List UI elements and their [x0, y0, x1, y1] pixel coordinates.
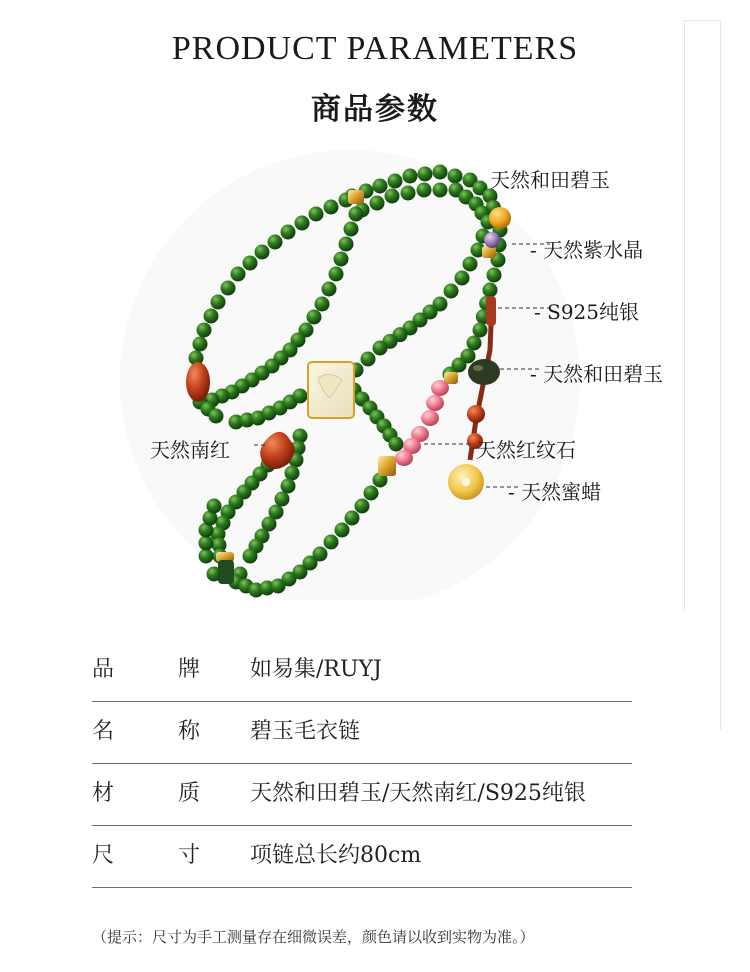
jade-bead — [483, 283, 498, 298]
gold-spacer — [348, 190, 364, 204]
jade-bead — [444, 284, 459, 299]
row-divider — [92, 887, 632, 888]
jade-bead — [221, 281, 236, 296]
jade-bead — [417, 183, 432, 198]
jade-bead — [344, 222, 359, 237]
jade-bead — [322, 282, 337, 297]
gold-spacer — [378, 456, 396, 476]
silver-bead — [486, 296, 496, 326]
jade-bead — [329, 267, 344, 282]
jade-bead — [207, 499, 222, 514]
param-label: 材质 — [92, 781, 265, 806]
jade-bead — [370, 196, 385, 211]
callout-amethyst: - 天然紫水晶 — [530, 238, 644, 262]
param-row-name — [92, 702, 632, 764]
jade-bead — [313, 547, 328, 562]
jade-bead — [385, 189, 400, 204]
gold-spacer — [482, 246, 496, 258]
page-title-cn: 商品参数 — [311, 92, 439, 127]
param-value: 项链总长约80cm — [250, 843, 422, 868]
hetian-jade-pendant — [468, 359, 500, 385]
callout-nanhong: 天然南红 — [150, 438, 230, 462]
frame-line-top — [684, 20, 721, 21]
jade-bead — [197, 323, 212, 338]
param-label: 品牌 — [92, 657, 265, 682]
jade-bead — [364, 486, 379, 501]
jade-bead — [199, 536, 214, 551]
jade-bead — [403, 169, 418, 184]
jade-bead — [373, 179, 388, 194]
callout-silver: - S925纯银 — [534, 300, 639, 324]
jade-bead — [473, 323, 488, 338]
param-label: 名称 — [92, 719, 265, 744]
jade-bead — [211, 295, 226, 310]
jade-bead — [193, 337, 208, 352]
jade-bead — [467, 336, 482, 351]
jade-bead — [345, 511, 360, 526]
jade-bead — [361, 352, 376, 367]
jade-bead — [339, 237, 354, 252]
jade-bead — [268, 235, 283, 250]
nanhong-small-bead — [467, 405, 485, 423]
callout-rhodochrosite: 天然红纹石 — [476, 438, 576, 462]
param-row-material — [92, 764, 632, 826]
jade-bead — [418, 167, 433, 182]
jade-bead — [487, 268, 502, 283]
jade-bead — [281, 225, 296, 240]
jade-bead — [231, 267, 246, 282]
jade-bead — [281, 479, 296, 494]
jade-bead — [324, 200, 339, 215]
page-title-en: PRODUCT PARAMETERS — [171, 30, 579, 67]
yellow-agate-bead — [489, 207, 511, 229]
param-value: 天然和田碧玉/天然南红/S925纯银 — [250, 781, 586, 806]
jade-bead — [355, 499, 370, 514]
jade-bead — [295, 216, 310, 231]
nanhong-barrel-bead — [186, 362, 210, 402]
jade-bead — [285, 466, 300, 481]
jade-bead — [199, 549, 214, 564]
param-row-size — [92, 826, 632, 888]
jade-bead — [433, 183, 448, 198]
jade-bead — [243, 549, 258, 564]
jade-bead — [243, 256, 258, 271]
param-value: 如易集/RUYJ — [250, 657, 382, 682]
jade-bead — [293, 389, 308, 404]
jade-bead — [455, 271, 470, 286]
jade-bead — [463, 257, 478, 272]
jade-bead — [334, 252, 349, 267]
jade-bead — [389, 437, 404, 452]
callout-amber: - 天然蜜蜡 — [508, 480, 602, 504]
jade-bead — [315, 297, 330, 312]
jade-bead — [335, 523, 350, 538]
measurement-note: （提示：尺寸为手工测量存在细微误差，颜色请以收到实物为准。） — [92, 928, 535, 946]
dark-jade-tube-bead — [218, 560, 234, 584]
jade-bead — [448, 169, 463, 184]
param-value: 碧玉毛衣链 — [250, 719, 361, 744]
jade-bead — [204, 309, 219, 324]
jade-bead — [324, 535, 339, 550]
callout-hetian-top: 天然和田碧玉 — [490, 168, 610, 192]
jade-bead — [209, 409, 224, 424]
amethyst-bead — [484, 232, 500, 248]
jade-bead — [373, 341, 388, 356]
jade-bead — [255, 245, 270, 260]
jade-bead — [433, 165, 448, 180]
jade-bead — [275, 492, 290, 507]
jade-bead — [307, 310, 322, 325]
jade-bead — [401, 186, 416, 201]
jade-bead — [388, 174, 403, 189]
param-label: 尺寸 — [92, 843, 265, 868]
callout-hetian-pendant: - 天然和田碧玉 — [530, 362, 664, 386]
jade-bead — [349, 207, 364, 222]
param-row-brand — [92, 640, 632, 702]
jade-bead — [309, 207, 324, 222]
